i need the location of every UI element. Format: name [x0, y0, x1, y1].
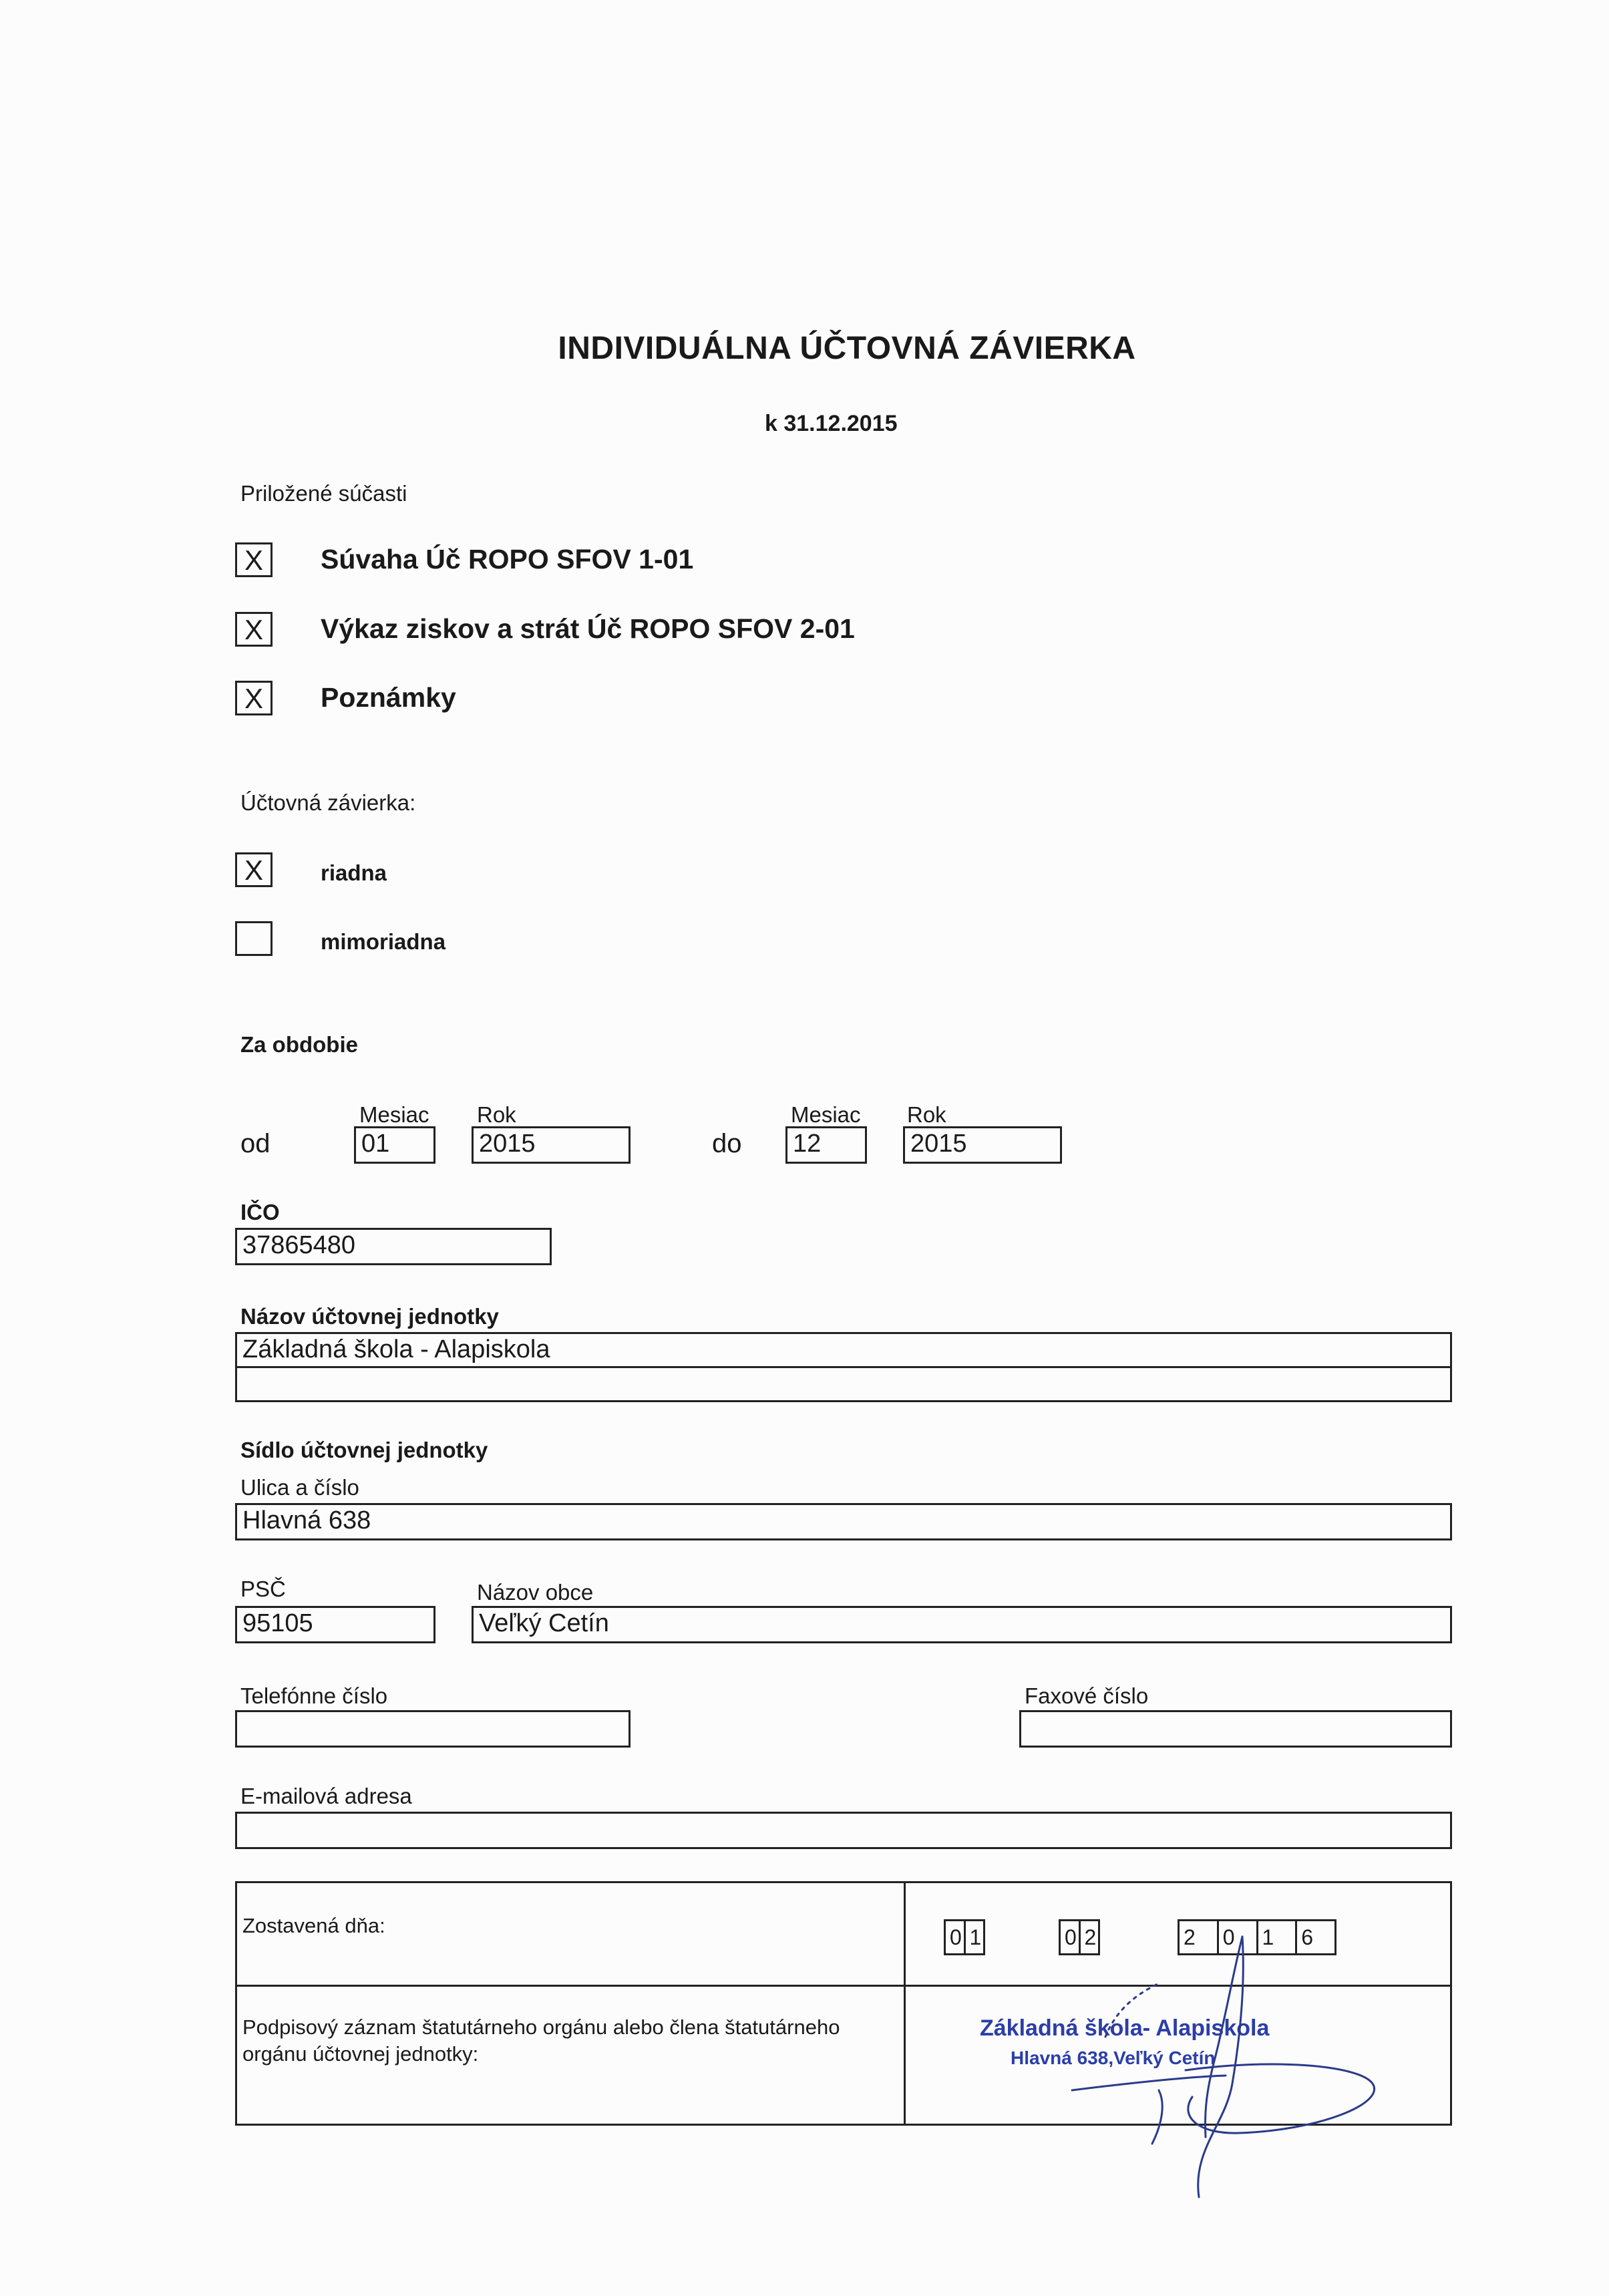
street-label: Ulica a číslo	[240, 1475, 359, 1500]
entity-name-line2[interactable]	[235, 1366, 1452, 1402]
email-label: E-mailová adresa	[240, 1784, 412, 1808]
psc-field[interactable]: 95105	[235, 1606, 435, 1643]
to-year-field[interactable]: 2015	[903, 1126, 1062, 1164]
email-field[interactable]	[235, 1812, 1452, 1849]
checkbox-poznamky[interactable]: X	[235, 681, 273, 715]
stamp-line1: Základná škola- Alapiskola	[980, 2015, 1270, 2041]
attached-parts-heading: Priložené súčasti	[240, 481, 407, 506]
period-heading: Za obdobie	[240, 1032, 358, 1057]
checkbox-suvaha[interactable]: X	[235, 542, 273, 577]
compiled-day-digit-1: 0	[950, 1925, 962, 1949]
fax-field[interactable]	[1019, 1710, 1452, 1748]
psc-label: PSČ	[240, 1577, 286, 1601]
label-riadna: riadna	[321, 860, 387, 885]
checkbox-mimoriadna[interactable]	[235, 921, 273, 956]
seat-heading: Sídlo účtovnej jednotky	[240, 1438, 488, 1462]
from-year-label: Rok	[477, 1102, 516, 1127]
checkbox-vykaz[interactable]: X	[235, 612, 273, 647]
city-label: Názov obce	[477, 1580, 594, 1605]
city-field[interactable]: Veľký Cetín	[472, 1606, 1452, 1643]
compiled-year-digit-1: 2	[1184, 1925, 1196, 1949]
to-month-field[interactable]: 12	[785, 1126, 867, 1164]
label-vykaz: Výkaz ziskov a strát Úč ROPO SFOV 2-01	[321, 613, 855, 644]
document-title: INDIVIDUÁLNA ÚČTOVNÁ ZÁVIERKA	[558, 331, 1136, 366]
from-label: od	[240, 1129, 271, 1158]
compiled-year-digit-2: 0	[1217, 1921, 1256, 1953]
closure-type-heading: Účtovná závierka:	[240, 790, 416, 815]
handwritten-signature	[237, 1883, 1454, 2217]
to-label: do	[712, 1129, 742, 1158]
compiled-year-digit-3: 1	[1256, 1921, 1296, 1953]
signature-label: Podpisový záznam štatutárneho orgánu alebo člena štatutárneho orgánu účtovnej jednotky:	[242, 2015, 840, 2066]
to-year-label: Rok	[907, 1102, 946, 1127]
compiled-label: Zostavená dňa:	[242, 1914, 385, 1937]
from-month-label: Mesiac	[359, 1102, 429, 1127]
date-line: k 31.12.2015	[765, 411, 898, 436]
stamp-line2: Hlavná 638,Veľký Cetín	[1011, 2047, 1216, 2068]
label-mimoriadna: mimoriadna	[321, 929, 446, 954]
label-suvaha: Súvaha Úč ROPO SFOV 1-01	[321, 544, 694, 575]
street-field[interactable]: Hlavná 638	[235, 1503, 1452, 1540]
compiled-month-digit-1: 0	[1065, 1925, 1077, 1949]
fax-label: Faxové číslo	[1025, 1683, 1149, 1708]
ico-field[interactable]: 37865480	[235, 1228, 552, 1265]
entity-name-line1[interactable]: Základná škola - Alapiskola	[235, 1332, 1452, 1368]
checkbox-riadna[interactable]: X	[235, 852, 273, 887]
entity-name-label: Názov účtovnej jednotky	[240, 1304, 499, 1329]
ico-label: IČO	[240, 1200, 280, 1224]
from-month-field[interactable]: 01	[354, 1126, 435, 1164]
signature-table	[235, 1881, 1452, 2126]
to-month-label: Mesiac	[791, 1102, 861, 1127]
phone-label: Telefónne číslo	[240, 1683, 388, 1708]
label-poznamky: Poznámky	[321, 682, 456, 713]
from-year-field[interactable]: 2015	[472, 1126, 631, 1164]
compiled-month-digit-2: 2	[1079, 1921, 1099, 1953]
compiled-day-digit-2: 1	[964, 1921, 984, 1953]
phone-field[interactable]	[235, 1710, 631, 1748]
compiled-year-digit-4: 6	[1295, 1921, 1334, 1953]
